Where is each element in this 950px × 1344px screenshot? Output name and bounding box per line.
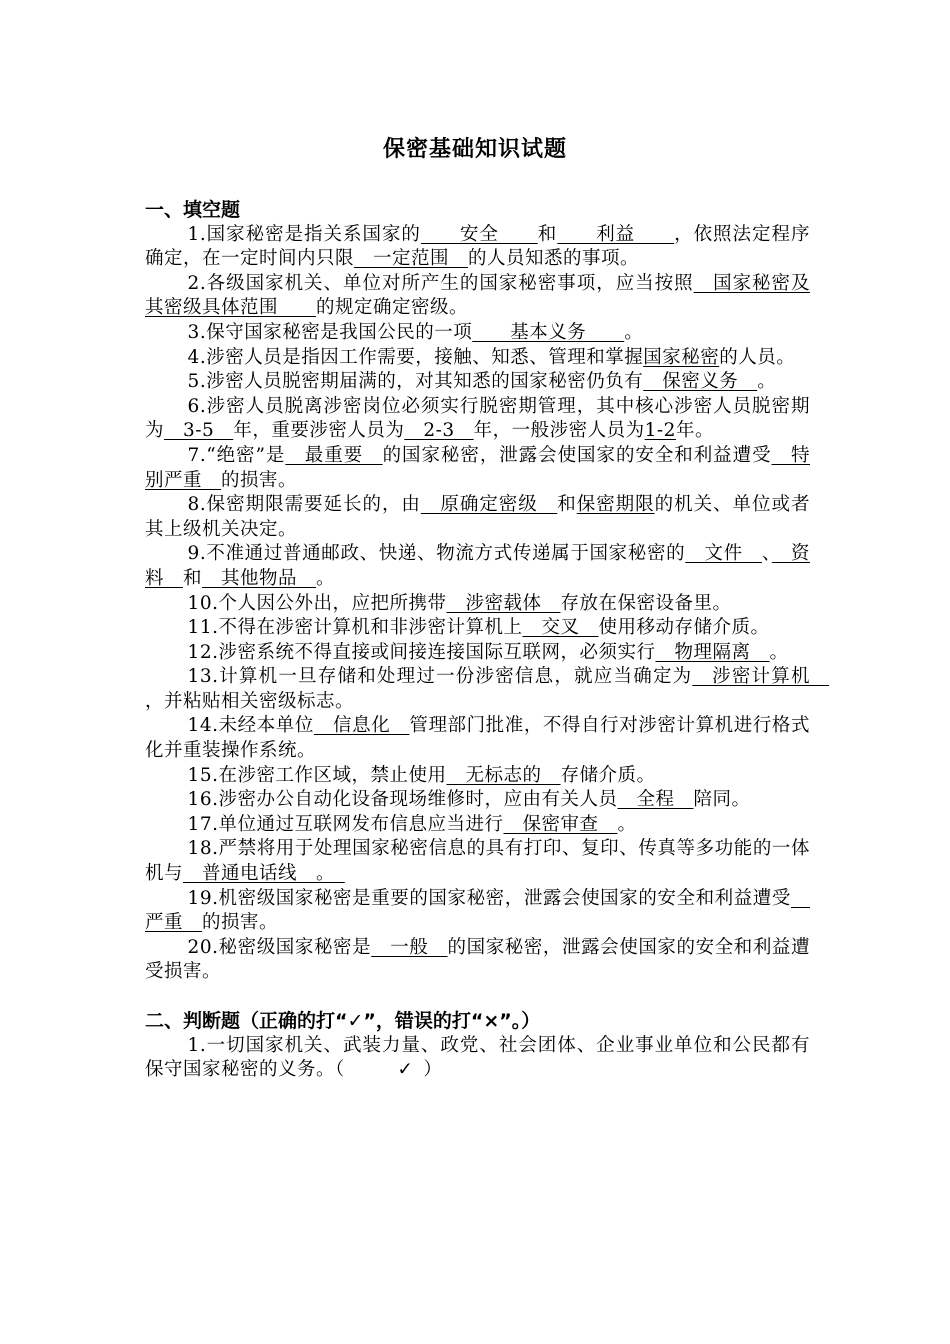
question-text: 和 bbox=[557, 494, 577, 516]
section-heading-true-false: 二、判断题（正确的打“✓”，错误的打“×”。） bbox=[145, 1010, 541, 1032]
answer-blank: 交叉 bbox=[522, 617, 599, 639]
answer-blank: 物理隔离 bbox=[655, 641, 770, 663]
answer-blank: 国家秘密及其密级具体范围 bbox=[145, 272, 810, 319]
question-14 bbox=[145, 714, 810, 763]
question-text: 的人员知悉的事项。 bbox=[468, 248, 640, 270]
question-text: 。 bbox=[757, 371, 777, 393]
section-heading-fill-in: 一、填空题 bbox=[145, 199, 241, 221]
answer-blank: 全程 bbox=[617, 789, 694, 811]
answer-blank: 保密义务 bbox=[643, 371, 758, 393]
question-text: 2.各级国家机关、单位对所产生的国家秘密事项，应当按照 bbox=[187, 272, 694, 294]
question-text: ，依照法定程序确定，在一定时间内只限 bbox=[145, 223, 810, 270]
question-text: 的损害。 bbox=[221, 469, 298, 491]
answer-blank: 利益 bbox=[557, 223, 675, 245]
question-1 bbox=[145, 223, 810, 272]
question-text: 11.不得在涉密计算机和非涉密计算机上 bbox=[187, 617, 523, 639]
question-text: 年，重要涉密人员为 bbox=[233, 420, 405, 442]
question-text: 12.涉密系统不得直接或间接连接国际互联网，必须实行 bbox=[187, 641, 656, 663]
question-2 bbox=[145, 272, 810, 321]
question-20 bbox=[145, 936, 810, 985]
question-10 bbox=[145, 592, 810, 617]
answer-blank: 普通电话线 。 bbox=[183, 863, 345, 885]
question-text: 存放在保密设备里。 bbox=[560, 592, 732, 614]
question-text: 的机关、单位或者其上级机关决定。 bbox=[145, 494, 810, 540]
answer-blank: 资料 bbox=[145, 543, 810, 589]
question-text: 20.秘密级国家秘密是 bbox=[187, 936, 372, 958]
answer-blank: 特别严重 bbox=[145, 444, 810, 491]
question-text: 使用移动存储介质。 bbox=[598, 617, 770, 639]
question-12 bbox=[145, 641, 810, 666]
question-text: 19.机密级国家秘密是重要的国家秘密，泄露会使国家的安全和利益遭受 bbox=[187, 887, 791, 909]
answer-blank: 基本义务 bbox=[472, 321, 625, 343]
section-spacer bbox=[145, 985, 810, 1009]
answer-blank: 2-3 bbox=[404, 420, 474, 442]
question-text: ，并粘贴相关密级标志。 bbox=[145, 690, 355, 712]
answer-blank: 安全 bbox=[420, 223, 538, 245]
question-text: 9.不准通过普通邮政、快递、物流方式传递属于国家秘密的 bbox=[187, 543, 686, 565]
question-text: 的损害。 bbox=[202, 912, 279, 934]
question-text: 、 bbox=[761, 543, 772, 565]
question-text: 14.未经本单位 bbox=[187, 715, 314, 737]
question-text: 1.国家秘密是指关系国家的 bbox=[187, 223, 421, 245]
question-4 bbox=[145, 346, 810, 371]
answer-blank: 信息化 bbox=[313, 715, 410, 737]
check-mark-icon: ✓ bbox=[397, 1059, 414, 1081]
question-19 bbox=[145, 887, 810, 936]
question-text: 15.在涉密工作区域，禁止使用 bbox=[187, 764, 447, 786]
question-17 bbox=[145, 813, 810, 838]
question-text: 5.涉密人员脱密期届满的，对其知悉的国家秘密仍负有 bbox=[187, 371, 644, 393]
answer-blank: 保密期限 bbox=[576, 494, 655, 516]
question-text: 17.单位通过互联网发布信息应当进行 bbox=[187, 813, 504, 835]
question-16 bbox=[145, 788, 810, 813]
question-3 bbox=[145, 321, 810, 346]
question-text: 16.涉密办公自动化设备现场维修时，应由有关人员 bbox=[187, 789, 618, 811]
question-text: 4.涉密人员是指因工作需要，接触、知悉、管理和掌握 bbox=[187, 346, 644, 368]
judgement-question-1 bbox=[145, 1034, 810, 1083]
question-5 bbox=[145, 370, 810, 395]
question-text: 的规定确定密级。 bbox=[316, 297, 469, 319]
question-text: 10.个人因公外出，应把所携带 bbox=[187, 592, 447, 614]
question-text: 3.保守国家秘密是我国公民的一项 bbox=[187, 321, 473, 343]
question-text: 。 bbox=[624, 321, 644, 343]
question-text: 18.严禁将用于处理国家秘密信息的具有打印、复印、传真等多功能的一体机与 bbox=[145, 838, 810, 885]
question-text: 。 bbox=[316, 567, 336, 589]
answer-blank: 其他物品 bbox=[202, 567, 317, 589]
answer-blank: 3-5 bbox=[164, 420, 234, 442]
answer-blank: 无标志的 bbox=[446, 764, 561, 786]
document-body bbox=[145, 198, 829, 1083]
question-9 bbox=[145, 542, 810, 591]
question-text: 的人员。 bbox=[719, 346, 796, 368]
answer-blank: 文件 bbox=[685, 543, 762, 565]
answer-blank: 最重要 bbox=[285, 444, 383, 466]
question-text: 。 bbox=[769, 641, 789, 663]
question-11 bbox=[145, 616, 810, 641]
question-text: 的国家秘密，泄露会使国家的安全和利益遭受损害。 bbox=[145, 936, 810, 983]
question-text: 陪同。 bbox=[693, 789, 751, 811]
question-text: 和 bbox=[183, 567, 203, 589]
question-text: 存储介质。 bbox=[560, 764, 656, 786]
question-text: 年。 bbox=[675, 420, 714, 442]
question-7 bbox=[145, 444, 810, 493]
answer-blank: 一定范围 bbox=[354, 248, 469, 270]
question-text: 的国家秘密，泄露会使国家的安全和利益遭受 bbox=[382, 444, 772, 466]
question-18 bbox=[145, 837, 810, 886]
question-text: 年，一般涉密人员为 bbox=[473, 420, 645, 442]
answer-blank: 涉密计算机 bbox=[692, 666, 829, 688]
question-6 bbox=[145, 395, 810, 444]
question-text: 7.“绝密”是 bbox=[187, 444, 286, 466]
question-15 bbox=[145, 764, 810, 789]
question-text: 8.保密期限需要延长的，由 bbox=[187, 494, 421, 516]
answer-blank: 一般 bbox=[371, 936, 448, 958]
question-text: 管理部门批准，不得自行对涉密计算机进行格式化并重装操作系统。 bbox=[145, 715, 810, 762]
answer-blank: 严重 bbox=[145, 887, 810, 934]
answer-blank: 国家秘密 bbox=[643, 346, 720, 368]
answer-blank: 1-2 bbox=[644, 420, 676, 442]
question-text: ） bbox=[423, 1059, 443, 1081]
question-text: 和 bbox=[537, 223, 558, 245]
question-8 bbox=[145, 493, 810, 542]
question-text: 1.一切国家机关、武装力量、政党、社会团体、企业事业单位和公民都有保守国家秘密的义务。（ bbox=[145, 1034, 810, 1081]
answer-blank: 原确定密级 bbox=[420, 494, 558, 516]
question-text: 6.涉密人员脱离涉密岗位必须实行脱密期管理，其中核心涉密人员脱密期为 bbox=[145, 395, 810, 442]
answer-blank: 涉密载体 bbox=[446, 592, 561, 614]
question-text: 。 bbox=[617, 813, 637, 835]
question-13 bbox=[145, 665, 829, 714]
question-text: 13.计算机一旦存储和处理过一份涉密信息，就应当确定为 bbox=[187, 666, 693, 688]
page-title: 保密基础知识试题 bbox=[382, 137, 567, 162]
answer-blank: 保密审查 bbox=[503, 813, 618, 835]
